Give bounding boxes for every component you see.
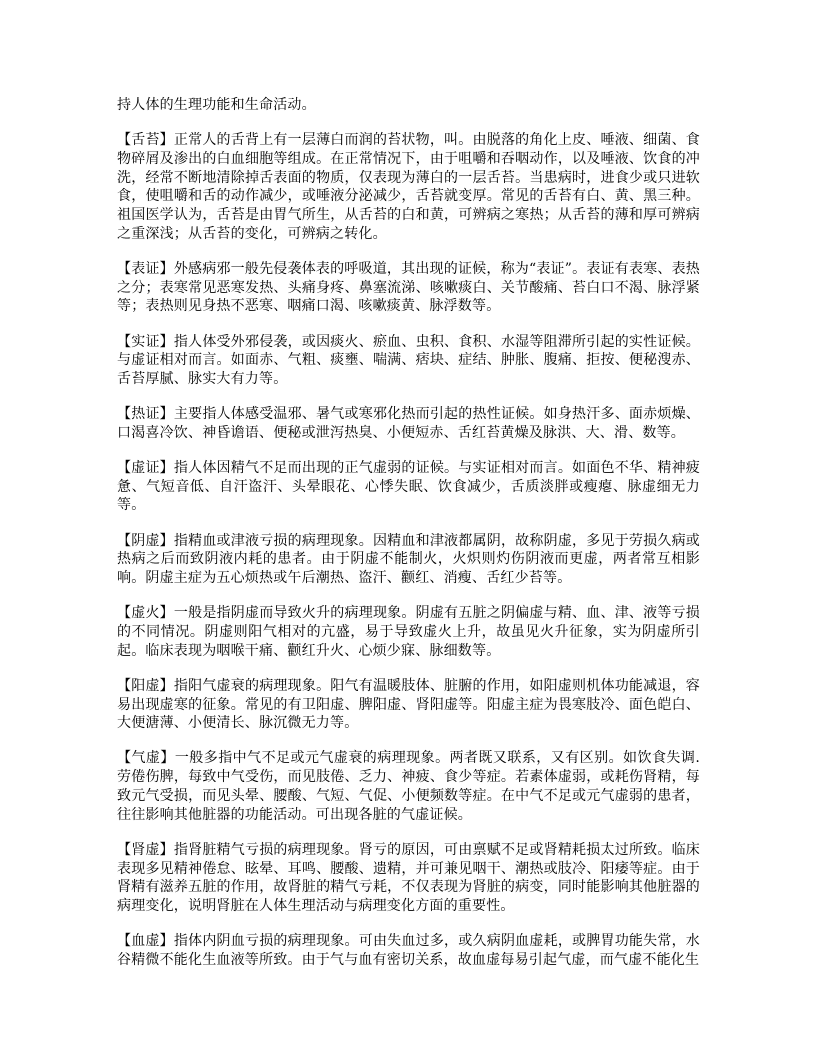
paragraph-text: 指阳气虚衰的病理现象。阳气有温暖肢体、脏腑的作用，如阳虚则机体功能减退，容易出现虚寒的征象。常见的有卫阳虚、脾阳虚、肾阳虚等。阳虚主症为畏寒肢冷、面色皑白、大便溏薄、小便清长、脉沉微无力等。 [117,677,700,732]
paragraph-text: 指人体因精气不足而出现的正气虚弱的证候。与实证相对而言。如面色不华、精神疲惫、气短音低、自汗盗汗、头晕眼花、心悸失眠、饮食减少，舌质淡胖或瘦瘪、脉虚细无力等。 [117,460,700,514]
term-label: 【肾虚】 [117,841,174,858]
term-label: 【热证】 [117,406,174,423]
paragraph-yangxu [117,677,700,733]
paragraph-shetai [117,131,700,243]
paragraph-rezheng [117,405,700,442]
term-label: 【气虚】 [117,750,175,767]
term-label: 【表证】 [117,260,174,277]
paragraph-text: 指肾脏精气亏损的病理现象。肾亏的原因，可由禀赋不足或肾精耗损太过所致。临床表现多见精神倦怠、眩晕、耳鸣、腰酸、遗精，并可兼见咽干、潮热或肢冷、阳痿等症。由于肾精有滋养五脏的作用，故肾脏的精气亏耗，不仅表现为肾脏的病变，同时能影响其他脏器的病理变化，说明肾脏在人体生理活动与病理变化方面的重要性。 [117,841,700,914]
paragraph-text: 指体内阴血亏损的病理现象。可由失血过多，或久病阴血虚耗，或脾胃功能失常，水谷精微不能化生血液等所致。由于气与血有密切关系，故血虚每易引起气虚，而气虚不能化生 [117,933,700,968]
paragraph-text: 一般是指阴虚而导致火升的病理现象。阴虚有五脏之阴偏虚与精、血、津、液等亏损的不同情况。阴虚则阳气相对的亢盛，易于导致虚火上升，故虽见火升征象，实为阴虚所引起。临床表现为咽喉干痛、颧红升火、心烦少寐、脉细数等。 [117,605,700,659]
paragraph-xuexu [117,932,700,969]
term-label: 【阴虚】 [117,532,174,549]
paragraph-text: 一般多指中气不足或元气虚衰的病理现象。两者既又联系，又有区别。如饮食失调. 劳倦伤脾，每致中气受伤，而见肢倦、乏力、神疲、食少等症。若素体虚弱，或耗伤肾精，每致元气受损，而见头晕、腰酸、气短、气促、小便频数等症。在中气不足或元气虚弱的患者，往往影响其他脏器的功能活动。可出现各脏的气虚证候。 [117,750,700,823]
paragraph-yinxu [117,532,700,588]
paragraph-text: 持人体的生理功能和生命活动。 [117,97,316,113]
term-label: 【虚证】 [117,460,174,477]
term-label: 【血虚】 [117,933,174,950]
paragraph-text: 主要指人体感受温邪、暑气或寒邪化热而引起的热性证候。如身热汗多、面赤烦燥、口渴喜冷饮、神昏谵语、便秘或泄泻热臭、小便短赤、舌红苔黄燥及脉洪、大、滑、数等。 [117,406,700,441]
term-label: 【舌苔】 [117,132,174,149]
term-label: 【阳虚】 [117,677,174,694]
paragraph-biaozheng [117,260,700,316]
paragraph-text: 外感病邪一般先侵袭体表的呼吸道，其出现的证候，称为“表证”。表证有表寒、表热之分；表寒常见恶寒发热、头痛身疼、鼻塞流涕、咳嗽痰白、关节酸痛、苔白口不渴、脉浮紧等；表热则见身热不恶寒、咽痛口渴、咳嗽痰黄、脉浮数等。 [117,260,700,315]
term-label: 【实证】 [117,333,174,350]
paragraph-text: 指精血或津液亏损的病理现象。因精血和津液都属阴，故称阴虚，多见于劳损久病或热病之后而致阴液内耗的患者。由于阴虚不能制火，火炽则灼伤阴液而更虚，两者常互相影响。阴虚主症为五心烦热或午后潮热、盗汗、颧红、消瘦、舌红少苔等。 [117,532,700,587]
paragraph-continuation [117,96,700,115]
paragraph-text: 指人体受外邪侵袭，或因痰火、瘀血、虫积、食积、水湿等阻滞所引起的实性证候。与虚证相对而言。如面赤、气粗、痰壅、喘满、痞块、症结、肿胀、腹痛、拒按、便秘溲赤、舌苔厚腻、脉实大有力等。 [117,333,700,387]
paragraph-shenxu [117,841,700,916]
paragraph-shizheng [117,333,700,389]
paragraph-text: 正常人的舌背上有一层薄白而润的苔状物，叫。由脱落的角化上皮、唾液、细菌、食物碎屑及渗出的白血细胞等组成。在正常情况下，由于咀嚼和吞咽动作，以及唾液、饮食的冲洗，经常不断地清除掉舌表面的物质，仅表现为薄白的一层舌苔。当患病时，进食少或只进软食，使咀嚼和舌的动作减少，或唾液分泌减少，舌苔就变厚。常见的舌苔有白、黄、黑三种。祖国医学认为，舌苔是由胃气所生，从舌苔的白和黄，可辨病之寒热；从舌苔的薄和厚可辨病之重深浅；从舌苔的变化，可辨病之转化。 [117,132,700,242]
paragraph-xuzheng [117,459,700,515]
paragraph-qixu [117,749,700,824]
term-label: 【虚火】 [117,605,174,622]
paragraph-xuhuo [117,604,700,660]
